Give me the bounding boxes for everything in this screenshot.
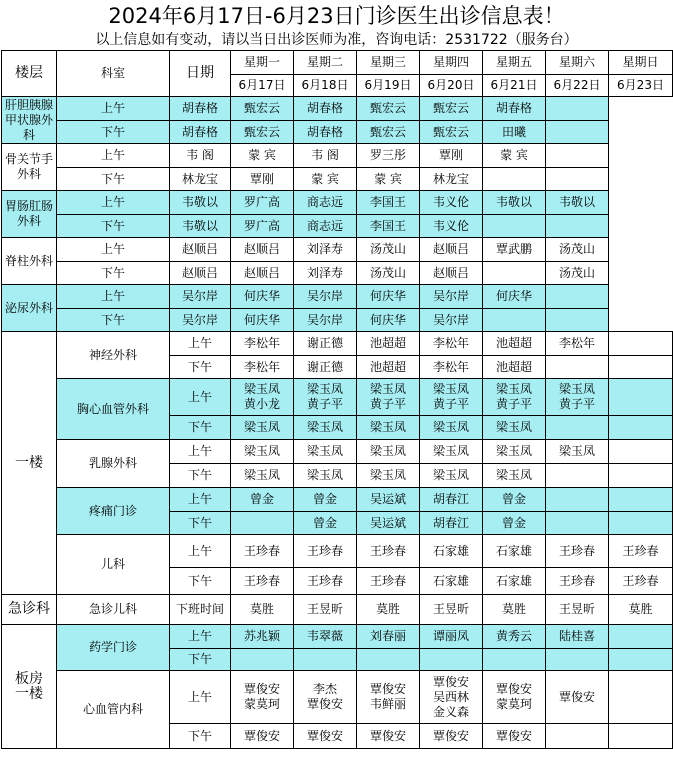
doctor-cell: 李国王 [357, 215, 420, 238]
doctor-cell: 赵顺吕 [231, 262, 294, 285]
doctor-cell: 刘泽寿 [294, 262, 357, 285]
doctor-cell: 蒙 宾 [483, 144, 546, 168]
doctor-cell: 胡春江 [420, 512, 483, 535]
schedule-row [2, 625, 673, 649]
doctor-cell: 李松年 [546, 332, 609, 356]
schedule-row [2, 121, 673, 144]
doctor-cell: 覃俊安 [420, 724, 483, 749]
doctor-cell: 韦敬以 [546, 191, 609, 215]
doctor-cell: 梁玉凤 [483, 440, 546, 464]
department-cell: 乳腺外科 [57, 440, 170, 488]
doctor-cell: 曾金 [294, 512, 357, 535]
doctor-cell: 甄宏云 [231, 121, 294, 144]
doctor-cell: 梁玉凤 黄子平 [546, 379, 609, 416]
schedule-row [2, 191, 673, 215]
department-cell: 疼痛门诊 [57, 488, 170, 535]
period-cell: 下午 [170, 416, 231, 440]
doctor-cell: 覃俊安 [231, 724, 294, 749]
date-cell: 6月23日 [609, 75, 673, 97]
doctor-cell: 汤茂山 [546, 262, 609, 285]
doctor-cell: 甄宏云 [357, 121, 420, 144]
doctor-cell: 莫胜 [483, 595, 546, 625]
doctor-cell: 吴尔岸 [170, 285, 231, 309]
doctor-cell: 李松年 [231, 332, 294, 356]
period-cell: 上午 [57, 191, 170, 215]
doctor-cell: 曾金 [483, 512, 546, 535]
doctor-cell: 梁玉凤 [357, 440, 420, 464]
weekday-header: 星期三 [357, 51, 420, 75]
doctor-cell: 何庆华 [357, 309, 420, 332]
doctor-cell: 池超超 [357, 356, 420, 379]
doctor-cell: 莫胜 [231, 595, 294, 625]
doctor-cell: 覃俊安 [294, 724, 357, 749]
doctor-cell: 梁玉凤 [231, 440, 294, 464]
period-cell: 下午 [170, 724, 231, 749]
doctor-cell: 李杰 覃俊安 [294, 671, 357, 724]
doctor-cell: 梁玉凤 [420, 440, 483, 464]
doctor-cell: 覃俊安 韦鲜丽 [357, 671, 420, 724]
doctor-cell [609, 488, 673, 512]
doctor-cell: 莫胜 [609, 595, 673, 625]
doctor-cell: 韦敬以 [170, 191, 231, 215]
doctor-cell: 石家雄 [483, 535, 546, 568]
doctor-cell [609, 464, 673, 488]
schedule-row [2, 309, 673, 332]
doctor-cell: 韦敬以 [483, 191, 546, 215]
doctor-cell: 韦义伦 [420, 215, 483, 238]
schedule-row [2, 285, 673, 309]
department-cell: 胸心血管外科 [57, 379, 170, 440]
doctor-cell: 田曦 [483, 121, 546, 144]
weekday-header: 星期日 [609, 51, 673, 75]
doctor-cell: 罗广高 [231, 215, 294, 238]
schedule-table [1, 50, 673, 749]
doctor-cell: 王珍春 [231, 535, 294, 568]
department-cell: 心血管内科 [57, 671, 170, 749]
department-cell: 药学门诊 [57, 625, 170, 671]
schedule-row [2, 440, 673, 464]
doctor-cell: 韦 阁 [170, 144, 231, 168]
schedule-row [2, 215, 673, 238]
doctor-cell: 刘春丽 [357, 625, 420, 649]
doctor-cell: 覃俊安 [357, 724, 420, 749]
doctor-cell [546, 488, 609, 512]
doctor-cell [609, 416, 673, 440]
doctor-cell: 胡春格 [170, 97, 231, 121]
doctor-cell: 石家雄 [420, 535, 483, 568]
doctor-cell: 汤茂山 [546, 238, 609, 262]
doctor-cell: 林龙宝 [170, 168, 231, 191]
doctor-cell [546, 464, 609, 488]
doctor-cell [609, 671, 673, 724]
department-cell: 肝胆胰腺甲状腺外科 [2, 97, 57, 144]
doctor-cell: 梁玉凤 黄子平 [483, 379, 546, 416]
date-cell: 6月20日 [420, 75, 483, 97]
department-cell: 儿科 [57, 535, 170, 595]
period-cell: 上午 [170, 488, 231, 512]
doctor-cell: 甄宏云 [420, 121, 483, 144]
doctor-cell: 何庆华 [483, 285, 546, 309]
doctor-cell: 梁玉凤 [294, 416, 357, 440]
period-cell: 下午 [57, 262, 170, 285]
department-cell: 骨关节手外科 [2, 144, 57, 191]
period-cell: 下午 [170, 512, 231, 535]
page-title: 2024年6月17日-6月23日门诊医生出诊信息表！ [108, 4, 565, 28]
doctor-cell: 苏兆颖 [231, 625, 294, 649]
period-cell: 上午 [170, 440, 231, 464]
doctor-cell: 王昱昕 [420, 595, 483, 625]
doctor-cell: 李松年 [231, 356, 294, 379]
doctor-cell [546, 285, 609, 309]
doctor-cell [546, 356, 609, 379]
doctor-cell: 吴尔岸 [294, 309, 357, 332]
doctor-cell [609, 724, 673, 749]
schedule-row [2, 168, 673, 191]
period-cell: 下午 [57, 309, 170, 332]
doctor-cell [357, 649, 420, 671]
doctor-cell: 王昱昕 [294, 595, 357, 625]
doctor-cell [546, 724, 609, 749]
doctor-cell [609, 356, 673, 379]
doctor-cell: 梁玉凤 [357, 464, 420, 488]
doctor-cell: 汤茂山 [357, 262, 420, 285]
period-cell: 下午 [170, 356, 231, 379]
doctor-cell: 王珍春 [294, 535, 357, 568]
doctor-cell: 梁玉凤 [294, 440, 357, 464]
doctor-cell: 蒙 宾 [357, 168, 420, 191]
period-cell: 下午 [170, 568, 231, 595]
doctor-cell: 王珍春 [546, 568, 609, 595]
doctor-cell: 覃俊安 蒙莫珂 [483, 671, 546, 724]
doctor-cell: 刘泽寿 [294, 238, 357, 262]
doctor-cell: 覃俊安 [546, 671, 609, 724]
doctor-cell: 甄宏云 [420, 97, 483, 121]
doctor-cell: 梁玉凤 [231, 416, 294, 440]
doctor-cell: 赵顺吕 [170, 238, 231, 262]
doctor-cell: 商志远 [294, 215, 357, 238]
schedule-row [2, 238, 673, 262]
period-cell: 下班时间 [170, 595, 231, 625]
doctor-cell: 王珍春 [294, 568, 357, 595]
period-cell: 上午 [170, 379, 231, 416]
doctor-cell: 胡春江 [420, 488, 483, 512]
doctor-cell: 梁玉凤 [357, 416, 420, 440]
doctor-cell: 梁玉凤 [483, 464, 546, 488]
period-cell: 上午 [57, 144, 170, 168]
schedule-row [2, 379, 673, 416]
doctor-cell: 梁玉凤 黄子平 [357, 379, 420, 416]
doctor-cell [483, 649, 546, 671]
doctor-cell: 胡春格 [483, 97, 546, 121]
doctor-cell [546, 97, 609, 121]
date-cell: 6月18日 [294, 75, 357, 97]
doctor-cell: 覃武鹏 [483, 238, 546, 262]
doctor-cell: 梁玉凤 [420, 464, 483, 488]
doctor-cell [546, 168, 609, 191]
doctor-cell: 梁玉凤 黄子平 [420, 379, 483, 416]
doctor-cell: 吴尔岸 [420, 285, 483, 309]
doctor-cell: 梁玉凤 黄小龙 [231, 379, 294, 416]
doctor-cell: 胡春格 [170, 121, 231, 144]
doctor-cell: 蒙 宾 [294, 168, 357, 191]
doctor-cell [609, 512, 673, 535]
doctor-cell: 池超超 [483, 332, 546, 356]
period-cell: 上午 [170, 535, 231, 568]
doctor-cell: 韦敬以 [170, 215, 231, 238]
doctor-cell: 吴尔岸 [170, 309, 231, 332]
doctor-cell [483, 215, 546, 238]
doctor-cell: 黄秀云 [483, 625, 546, 649]
floor-cell: 一楼 [2, 332, 57, 595]
doctor-cell: 吴尔岸 [294, 285, 357, 309]
doctor-cell: 何庆华 [231, 285, 294, 309]
doctor-cell: 王珍春 [609, 568, 673, 595]
weekday-header: 星期四 [420, 51, 483, 75]
date-cell: 6月22日 [546, 75, 609, 97]
doctor-cell [294, 649, 357, 671]
doctor-cell [546, 121, 609, 144]
doctor-cell: 石家雄 [483, 568, 546, 595]
doctor-cell: 李国王 [357, 191, 420, 215]
doctor-cell: 王珍春 [609, 535, 673, 568]
department-cell: 神经外科 [57, 332, 170, 379]
period-cell: 上午 [170, 671, 231, 724]
date-cell: 6月19日 [357, 75, 420, 97]
doctor-cell: 梁玉凤 [420, 416, 483, 440]
doctor-cell: 胡春格 [294, 121, 357, 144]
doctor-cell [609, 649, 673, 671]
period-cell: 下午 [57, 168, 170, 191]
period-cell: 下午 [170, 649, 231, 671]
doctor-cell: 石家雄 [420, 568, 483, 595]
weekday-header: 星期一 [231, 51, 294, 75]
period-cell: 下午 [57, 121, 170, 144]
doctor-cell: 莫胜 [357, 595, 420, 625]
doctor-cell: 吴运斌 [357, 512, 420, 535]
doctor-cell: 梁玉凤 [483, 416, 546, 440]
doctor-cell: 汤茂山 [357, 238, 420, 262]
doctor-cell: 谢正德 [294, 332, 357, 356]
doctor-cell: 覃俊安 蒙莫珂 [231, 671, 294, 724]
schedule-row [2, 144, 673, 168]
doctor-cell [546, 144, 609, 168]
doctor-cell: 韦 阁 [294, 144, 357, 168]
date-cell: 6月21日 [483, 75, 546, 97]
doctor-cell [231, 512, 294, 535]
doctor-cell: 甄宏云 [357, 97, 420, 121]
period-cell: 上午 [170, 625, 231, 649]
doctor-cell: 罗三彤 [357, 144, 420, 168]
schedule-row [2, 97, 673, 121]
doctor-cell: 梁玉凤 [546, 440, 609, 464]
doctor-cell: 曾金 [231, 488, 294, 512]
doctor-cell: 韦义伦 [420, 191, 483, 215]
doctor-cell [609, 379, 673, 416]
period-cell: 上午 [57, 97, 170, 121]
period-cell: 上午 [170, 332, 231, 356]
floor-cell: 板房 一楼 [2, 625, 57, 749]
weekday-header: 星期二 [294, 51, 357, 75]
schedule-row [2, 488, 673, 512]
doctor-cell: 曾金 [483, 488, 546, 512]
floor-header: 楼层 [2, 51, 57, 97]
department-cell: 脊柱外科 [2, 238, 57, 285]
doctor-cell: 覃刚 [231, 168, 294, 191]
period-cell: 上午 [57, 285, 170, 309]
doctor-cell: 赵顺吕 [420, 238, 483, 262]
doctor-cell: 曾金 [294, 488, 357, 512]
doctor-cell: 何庆华 [357, 285, 420, 309]
doctor-cell: 蒙 宾 [231, 144, 294, 168]
doctor-cell: 王珍春 [357, 535, 420, 568]
doctor-cell: 赵顺吕 [420, 262, 483, 285]
doctor-cell: 池超超 [357, 332, 420, 356]
doctor-cell: 覃俊安 [483, 724, 546, 749]
doctor-cell: 赵顺吕 [170, 262, 231, 285]
doctor-cell [483, 262, 546, 285]
schedule-row [2, 595, 673, 625]
schedule-row [2, 332, 673, 356]
period-cell: 上午 [57, 238, 170, 262]
department-cell: 急诊儿科 [57, 595, 170, 625]
doctor-cell: 王珍春 [357, 568, 420, 595]
schedule-row [2, 671, 673, 724]
doctor-cell: 林龙宝 [420, 168, 483, 191]
doctor-cell: 梁玉凤 [294, 464, 357, 488]
doctor-cell [420, 649, 483, 671]
weekday-header: 星期五 [483, 51, 546, 75]
doctor-cell: 池超超 [483, 356, 546, 379]
doctor-cell: 吴运斌 [357, 488, 420, 512]
department-cell: 泌尿外科 [2, 285, 57, 332]
doctor-cell [609, 625, 673, 649]
period-cell: 下午 [57, 215, 170, 238]
doctor-cell [483, 309, 546, 332]
doctor-cell: 胡春格 [294, 97, 357, 121]
doctor-cell: 何庆华 [231, 309, 294, 332]
doctor-cell [546, 215, 609, 238]
doctor-cell: 吴尔岸 [420, 309, 483, 332]
doctor-cell [546, 416, 609, 440]
date-cell: 6月17日 [231, 75, 294, 97]
doctor-cell: 梁玉凤 [231, 464, 294, 488]
doctor-cell: 覃俊安 吴西林 金义森 [420, 671, 483, 724]
doctor-cell: 罗广高 [231, 191, 294, 215]
doctor-cell [483, 168, 546, 191]
doctor-cell: 梁玉凤 黄子平 [294, 379, 357, 416]
dept-header: 科室 [57, 51, 170, 97]
doctor-cell: 甄宏云 [231, 97, 294, 121]
doctor-cell: 赵顺吕 [231, 238, 294, 262]
doctor-cell: 谢正德 [294, 356, 357, 379]
department-cell: 胃肠肛肠外科 [2, 191, 57, 238]
doctor-cell [609, 440, 673, 464]
doctor-cell: 商志远 [294, 191, 357, 215]
doctor-cell: 陆桂喜 [546, 625, 609, 649]
weekday-header: 星期六 [546, 51, 609, 75]
schedule-row [2, 535, 673, 568]
doctor-cell: 覃刚 [420, 144, 483, 168]
schedule-row [2, 262, 673, 285]
doctor-cell [609, 332, 673, 356]
doctor-cell: 王珍春 [546, 535, 609, 568]
doctor-cell: 王昱昕 [546, 595, 609, 625]
doctor-cell [546, 512, 609, 535]
doctor-cell [231, 649, 294, 671]
notice-subtitle: 以上信息如有变动，请以当日出诊医师为准，咨询电话：2531722（服务台） [95, 32, 578, 48]
doctor-cell: 李松年 [420, 356, 483, 379]
doctor-cell: 谭丽凤 [420, 625, 483, 649]
doctor-cell [546, 649, 609, 671]
doctor-cell: 韦翠薇 [294, 625, 357, 649]
doctor-cell [546, 309, 609, 332]
floor-cell: 急诊科 [2, 595, 57, 625]
doctor-cell: 王珍春 [231, 568, 294, 595]
period-cell: 下午 [170, 464, 231, 488]
doctor-cell: 李松年 [420, 332, 483, 356]
date-header: 日期 [170, 51, 231, 97]
